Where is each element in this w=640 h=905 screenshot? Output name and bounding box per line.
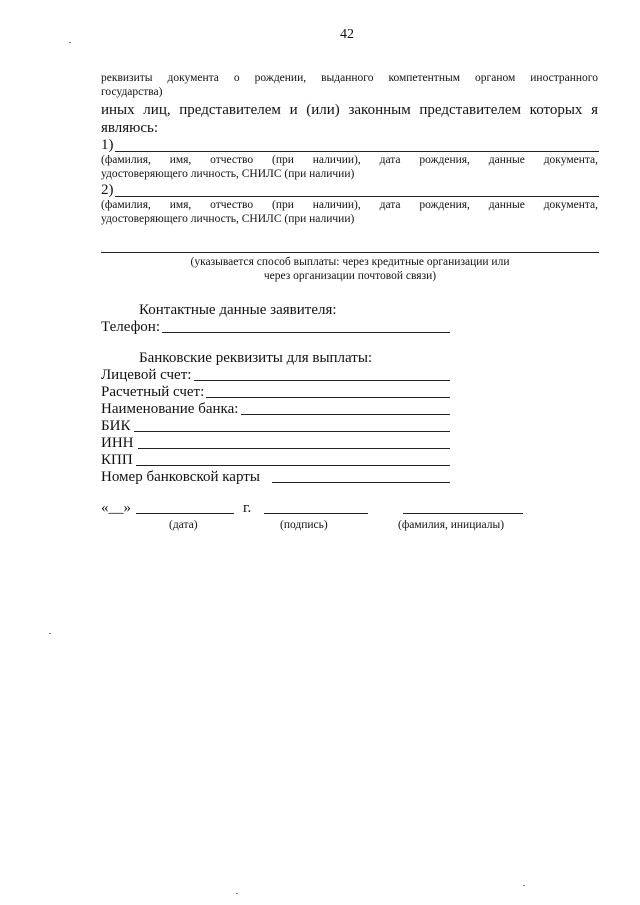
name-caption: (фамилия, инициалы) — [398, 519, 505, 531]
card-number-label: Номер банковской карты — [101, 469, 260, 485]
contacts-heading: Контактные данные заявителя: — [139, 302, 337, 318]
person-1-hint-line-2: удостоверяющего личность, СНИЛС (при наличии) — [101, 168, 355, 180]
date-field[interactable] — [136, 513, 234, 514]
birth-doc-line-2: государства) — [101, 86, 163, 98]
scan-speck — [236, 893, 238, 894]
others-line-1: иных лиц, представителем и (или) законным представителем которых я — [101, 102, 598, 118]
person-2-hint-line-2: удостоверяющего личность, СНИЛС (при наличии) — [101, 213, 355, 225]
bank-heading: Банковские реквизиты для выплаты: — [139, 350, 373, 366]
date-quote: «__» — [101, 500, 131, 516]
inn-label: ИНН — [101, 435, 134, 451]
person-2-field[interactable] — [115, 196, 599, 197]
kpp-label: КПП — [101, 452, 133, 468]
full-name-field[interactable] — [403, 513, 523, 514]
person-2-hint-line-1: (фамилия, имя, отчество (при наличии), дата рождения, данные документа, — [101, 199, 598, 211]
bik-field[interactable] — [134, 431, 450, 432]
page-number: 42 — [340, 27, 354, 42]
signature-field[interactable] — [264, 513, 368, 514]
personal-account-field[interactable] — [194, 380, 450, 381]
date-caption: (дата) — [169, 519, 198, 531]
phone-label: Телефон: — [101, 319, 160, 335]
payment-hint-line-1: (указывается способ выплаты: через кредитные организации или — [190, 256, 510, 268]
card-number-field[interactable] — [272, 482, 450, 483]
bik-label: БИК — [101, 418, 131, 434]
signature-caption: (подпись) — [280, 519, 328, 531]
bank-name-field[interactable] — [241, 414, 450, 415]
person-1-field[interactable] — [115, 151, 599, 152]
personal-account-label: Лицевой счет: — [101, 367, 192, 383]
settlement-account-field[interactable] — [206, 397, 450, 398]
birth-doc-line-1: реквизиты документа о рождении, выданного компетентным органом иностранного — [101, 72, 598, 84]
bank-name-label: Наименование банка: — [101, 401, 239, 417]
year-suffix: г. — [243, 500, 252, 516]
inn-field[interactable] — [138, 448, 450, 449]
payment-method-field[interactable] — [101, 252, 599, 253]
scan-speck — [523, 885, 525, 886]
scan-speck — [69, 42, 71, 43]
person-1-hint-line-1: (фамилия, имя, отчество (при наличии), дата рождения, данные документа, — [101, 154, 598, 166]
others-line-2: являюсь: — [101, 120, 159, 136]
scan-speck — [49, 633, 51, 634]
payment-hint-line-2: через организации почтовой связи) — [263, 270, 437, 282]
person-1-index: 1) — [101, 137, 114, 153]
phone-field[interactable] — [162, 332, 450, 333]
settlement-account-label: Расчетный счет: — [101, 384, 205, 400]
kpp-field[interactable] — [136, 465, 450, 466]
person-2-index: 2) — [101, 182, 114, 198]
